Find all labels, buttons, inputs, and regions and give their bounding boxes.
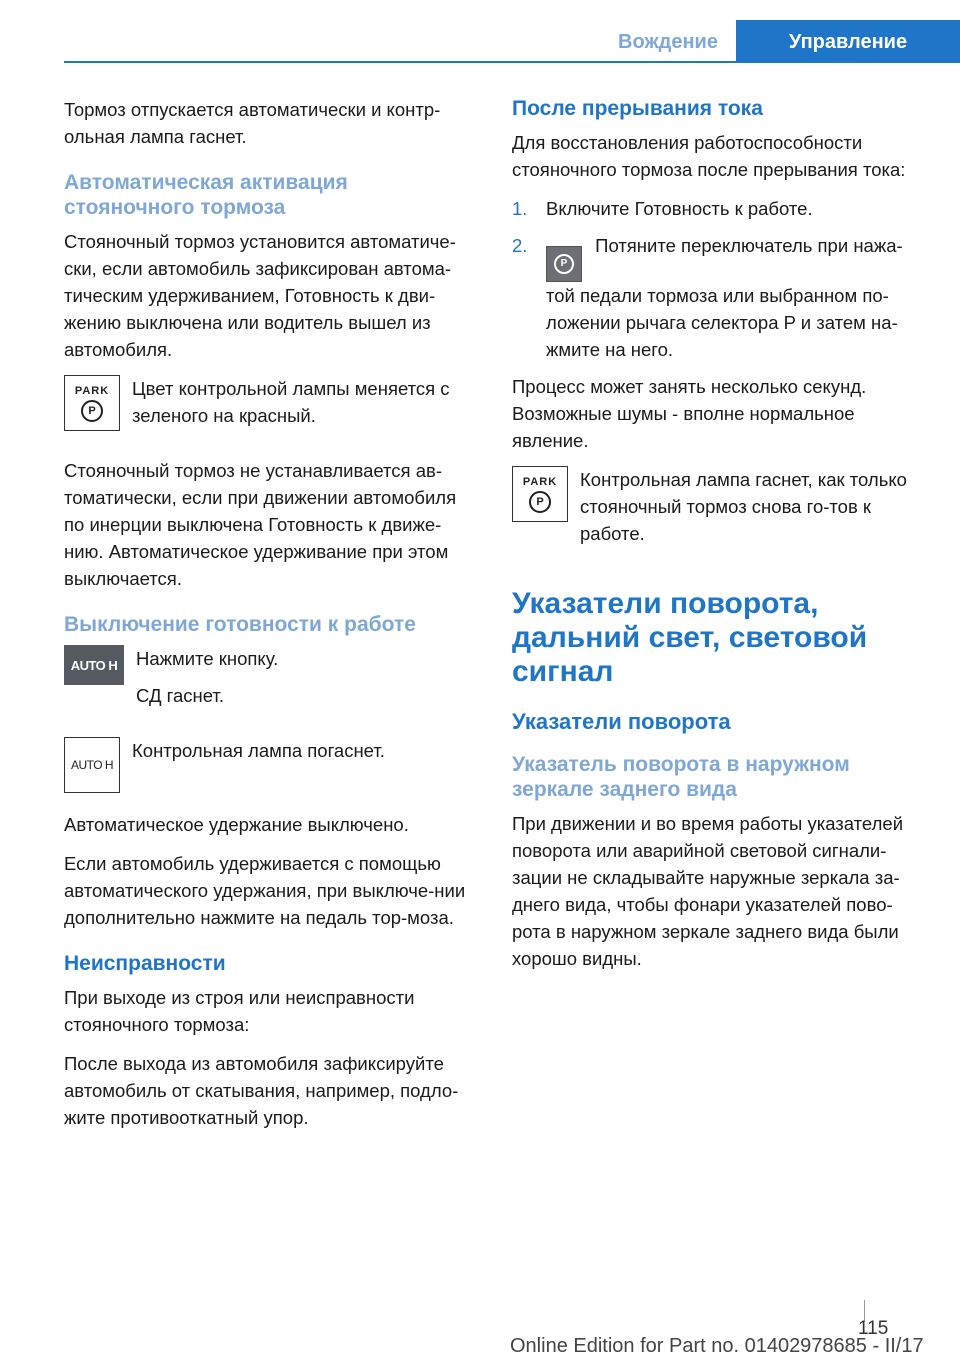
heading-auto-activation: Автоматическая активация стояночного тормоза — [64, 171, 348, 219]
autoh-lamp-note — [64, 737, 478, 793]
no-auto-activation-text: Стояночный тормоз не устанавливается ав-томатически, если при движении автомобиля по инерции выключена Готовность к движе-нию. Автоматическое удерживание при этом выключается. — [64, 460, 457, 589]
led-off-text: СД гаснет. — [136, 685, 224, 706]
header-divider — [64, 61, 960, 63]
autoh-button-note — [64, 645, 478, 719]
lamp-color-text: Цвет контрольной лампы меняется с зеленого на красный. — [132, 378, 450, 426]
brake-release-text: Тормоз отпускается автоматически и контр-ольная лампа гаснет. — [64, 99, 441, 147]
list-item: 1. Включите Готовность к работе. — [512, 198, 813, 219]
right-column — [512, 96, 926, 984]
left-column — [64, 96, 478, 1143]
heading-faults: Неисправности — [64, 952, 226, 975]
edition-note: Online Edition for Part no. 01402978685 - II/17 — [510, 1335, 924, 1357]
lamp-ready-text: Контрольная лампа гаснет, как только стояночный тормоз снова го-тов к работе. — [580, 469, 907, 544]
process-duration-text: Процесс может занять несколько секунд. Возможные шумы - вполне нормальное явление. — [512, 376, 867, 451]
faults-text: При выходе из строя или неисправности стояночного тормоза: — [64, 987, 415, 1035]
steps-list — [512, 195, 926, 363]
parking-brake-switch-icon: P — [546, 246, 582, 282]
power-interruption-text: Для восстановления работоспособности стояночного тормоза после прерывания тока: — [512, 132, 906, 180]
tab-control[interactable]: Управление — [736, 20, 960, 62]
park-lamp-note — [64, 375, 478, 439]
park-brake-icon: PARK P — [512, 466, 568, 522]
autoh-button-icon: AUTO H — [64, 645, 124, 685]
heading-turn-signals-main: Указатели поворота, дальний свет, световой сигнал — [512, 587, 868, 688]
press-button-text: Нажмите кнопку. — [136, 648, 279, 669]
park-brake-icon: PARK P — [64, 375, 120, 431]
heading-power-interruption: После прерывания тока — [512, 97, 763, 120]
auto-hold-brake-text: Если автомобиль удерживается с помощью автоматического удержания, при выключе-нии дополнительно нажмите на педаль тор-моза. — [64, 853, 466, 928]
heading-turn-signals: Указатели поворота — [512, 709, 731, 734]
auto-activation-text: Стояночный тормоз установится автоматиче-ски, если автомобиль зафиксирован автома-тическим удерживанием, Готовность к дви-жению выключена или водитель вышел из автомобиля. — [64, 231, 456, 360]
heading-mirror-turn-signal: Указатель поворота в наружном зеркале заднего вида — [512, 753, 850, 801]
autoh-lamp-icon: AUTO H — [64, 737, 120, 793]
heading-ready-off: Выключение готовности к работе — [64, 613, 416, 636]
page-header — [0, 0, 960, 62]
mirror-turn-signal-text: При движении и во время работы указателей поворота или аварийной световой сигнали-зации не складывайте наружные зеркала за-днего вида, чтобы фонари указателей пово-рота в наружном зеркале заднего вида были хорошо видны. — [512, 813, 904, 969]
auto-hold-off-text: Автоматическое удержание выключено. — [64, 814, 409, 835]
faults-action-text: После выхода из автомобиля зафиксируйте автомобиль от скатывания, например, подло-жите противооткатный упор. — [64, 1053, 459, 1128]
list-item: 2. P Потяните переключатель при нажа-той педали тормоза или выбранном по-ложении рычага селектора P и затем на-жмите на него. — [512, 235, 903, 360]
tab-driving[interactable]: Вождение — [618, 31, 718, 53]
park-lamp-ready-note — [512, 466, 926, 557]
page-number: 115 — [858, 1318, 889, 1339]
lamp-off-text: Контрольная лампа погаснет. — [132, 740, 385, 761]
